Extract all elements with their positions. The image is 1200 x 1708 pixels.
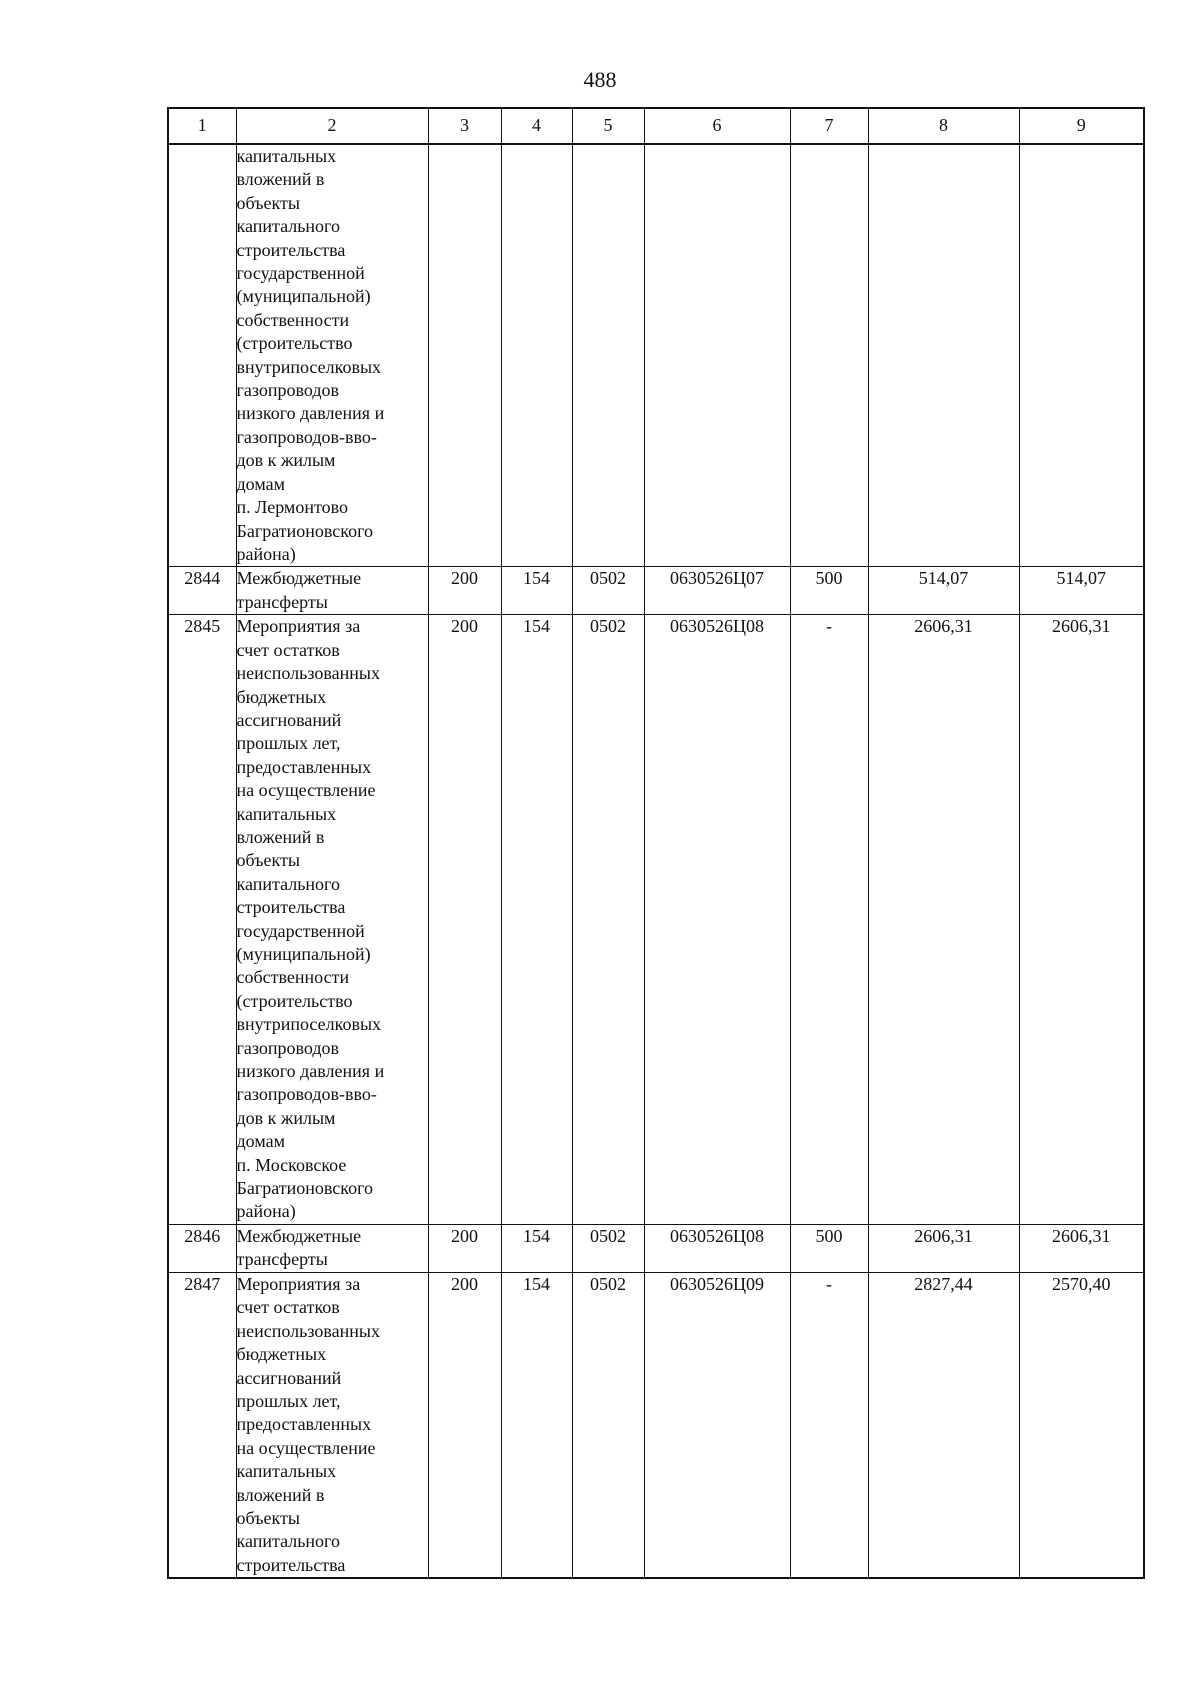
amount-9-cell: 2606,31	[1019, 615, 1144, 1225]
amount-8-cell	[868, 144, 1019, 567]
amount-9-cell: 2606,31	[1019, 1224, 1144, 1272]
description-line: вложений в	[236, 826, 325, 847]
description-line: Межбюджетные	[236, 1225, 362, 1246]
amount-9-cell: 2570,40	[1019, 1272, 1144, 1578]
header-cell-2: 2	[236, 108, 428, 144]
header-cell-5: 5	[572, 108, 644, 144]
description-line: газопроводов	[236, 1037, 340, 1058]
description-line: Мероприятия за	[236, 616, 361, 637]
description-cell	[236, 144, 428, 567]
budget-table	[167, 107, 1145, 1579]
description-line: строительства	[236, 897, 346, 918]
header-cell-1: 1	[168, 108, 236, 144]
description-cell	[236, 615, 428, 1225]
code-4-cell: 154	[501, 1272, 572, 1578]
description-line: объекты	[236, 850, 300, 871]
row-number-cell: 2844	[168, 567, 236, 615]
description-line: (муниципальной)	[236, 944, 371, 964]
code-4-cell: 154	[501, 615, 572, 1225]
description-line: капитальных	[236, 146, 337, 166]
page-number: 488	[583, 67, 617, 92]
code-4-cell: 154	[501, 1224, 572, 1272]
code-3-cell: 200	[428, 1272, 501, 1578]
code-5-cell: 0502	[572, 567, 644, 615]
description-line: ассигнований	[236, 1367, 342, 1388]
description-line: Багратионовского	[236, 1178, 374, 1199]
description-line: бюджетных	[236, 1344, 327, 1365]
description-line: газопроводов-вво-	[236, 1084, 377, 1105]
header-cell-6: 6	[644, 108, 790, 144]
description-text	[237, 1225, 428, 1272]
description-line: объекты	[236, 192, 300, 213]
description-line: неиспользованных	[236, 1320, 380, 1341]
description-line: строительства	[236, 239, 346, 260]
amount-8-cell: 2606,31	[868, 615, 1019, 1225]
description-line: неиспользованных	[236, 663, 380, 684]
code-4-cell: 154	[501, 567, 572, 615]
code-3-cell: 200	[428, 615, 501, 1225]
code-6-cell: 0630526Ц08	[644, 1224, 790, 1272]
description-line: трансферты	[236, 591, 328, 612]
header-row	[168, 108, 1144, 144]
description-line: государственной	[236, 920, 365, 941]
description-line: (муниципальной)	[236, 286, 371, 307]
description-line: капитального	[236, 873, 340, 894]
code-5-cell: 0502	[572, 615, 644, 1225]
description-cell	[236, 1224, 428, 1272]
description-line: прошлых лет,	[236, 1390, 341, 1411]
description-cell	[236, 567, 428, 615]
code-6-cell: 0630526Ц09	[644, 1272, 790, 1578]
code-5-cell: 0502	[572, 1224, 644, 1272]
description-line: района)	[236, 543, 296, 564]
amount-9-cell	[1019, 144, 1144, 567]
description-text	[237, 615, 428, 1224]
description-line: счет остатков	[236, 639, 340, 660]
description-line: района)	[236, 1201, 296, 1222]
header-cell-4: 4	[501, 108, 572, 144]
table-row-2847	[168, 1272, 1144, 1578]
code-7-cell	[790, 144, 868, 567]
description-line: государственной	[236, 263, 365, 284]
table-row-2844	[168, 567, 1144, 615]
description-line: на осуществление	[236, 780, 376, 801]
description-line: капитальных	[236, 803, 337, 824]
description-line: капитального	[236, 216, 340, 237]
description-line: вложений в	[236, 169, 325, 190]
description-line: внутрипоселковых	[236, 356, 382, 377]
description-line: п. Лермонтово	[236, 497, 348, 518]
description-line: низкого давления и	[236, 1061, 385, 1082]
description-text	[237, 567, 428, 614]
description-text	[237, 1273, 428, 1577]
description-line: капитального	[236, 1531, 340, 1552]
amount-9-cell: 514,07	[1019, 567, 1144, 615]
description-line: Мероприятия за	[236, 1273, 361, 1294]
description-line: капитальных	[236, 1461, 337, 1482]
description-line: (строительство	[236, 333, 353, 354]
header-cell-3: 3	[428, 108, 501, 144]
description-line: домам	[236, 1131, 285, 1152]
code-3-cell: 200	[428, 1224, 501, 1272]
code-6-cell	[644, 144, 790, 567]
description-line: трансферты	[236, 1249, 328, 1270]
code-7-cell: -	[790, 1272, 868, 1578]
description-line: низкого давления и	[236, 403, 385, 424]
row-number-cell: 2845	[168, 615, 236, 1225]
description-line: строительства	[236, 1554, 346, 1575]
amount-8-cell: 2827,44	[868, 1272, 1019, 1578]
row-number-cell: 2846	[168, 1224, 236, 1272]
description-line: бюджетных	[236, 686, 327, 707]
code-6-cell: 0630526Ц07	[644, 567, 790, 615]
code-3-cell	[428, 144, 501, 567]
description-line: газопроводов-вво-	[236, 426, 377, 447]
description-line: Межбюджетные	[236, 568, 362, 589]
description-line: Багратионовского	[236, 520, 374, 541]
header-cell-7: 7	[790, 108, 868, 144]
description-line: дов к жилым	[236, 450, 336, 471]
description-line: ассигнований	[236, 709, 342, 730]
header-cell-8: 8	[868, 108, 1019, 144]
code-7-cell: -	[790, 615, 868, 1225]
description-line: собственности	[236, 309, 350, 330]
code-5-cell	[572, 144, 644, 567]
code-5-cell: 0502	[572, 1272, 644, 1578]
description-line: дов к жилым	[236, 1107, 336, 1128]
description-line: счет остатков	[236, 1297, 340, 1318]
code-7-cell: 500	[790, 567, 868, 615]
row-number-cell: 2847	[168, 1272, 236, 1578]
description-line: прошлых лет,	[236, 733, 341, 754]
description-cell	[236, 1272, 428, 1578]
description-text	[237, 145, 428, 566]
amount-8-cell: 514,07	[868, 567, 1019, 615]
description-line: внутрипоселковых	[236, 1014, 382, 1035]
description-line: предоставленных	[236, 756, 372, 777]
row-number-cell	[168, 144, 236, 567]
header-cell-9: 9	[1019, 108, 1144, 144]
description-line: домам	[236, 473, 285, 494]
description-line: предоставленных	[236, 1414, 372, 1435]
code-4-cell	[501, 144, 572, 567]
amount-8-cell: 2606,31	[868, 1224, 1019, 1272]
table-row-2845	[168, 615, 1144, 1225]
description-line: газопроводов	[236, 380, 340, 401]
description-line: вложений в	[236, 1484, 325, 1505]
description-line: на осуществление	[236, 1437, 376, 1458]
code-6-cell: 0630526Ц08	[644, 615, 790, 1225]
description-line: п. Московское	[236, 1154, 347, 1175]
code-7-cell: 500	[790, 1224, 868, 1272]
description-line: (строительство	[236, 990, 353, 1011]
description-line: объекты	[236, 1507, 300, 1528]
description-line: собственности	[236, 967, 350, 988]
table-row-continuation	[168, 144, 1144, 567]
code-3-cell: 200	[428, 567, 501, 615]
table-row-2846	[168, 1224, 1144, 1272]
